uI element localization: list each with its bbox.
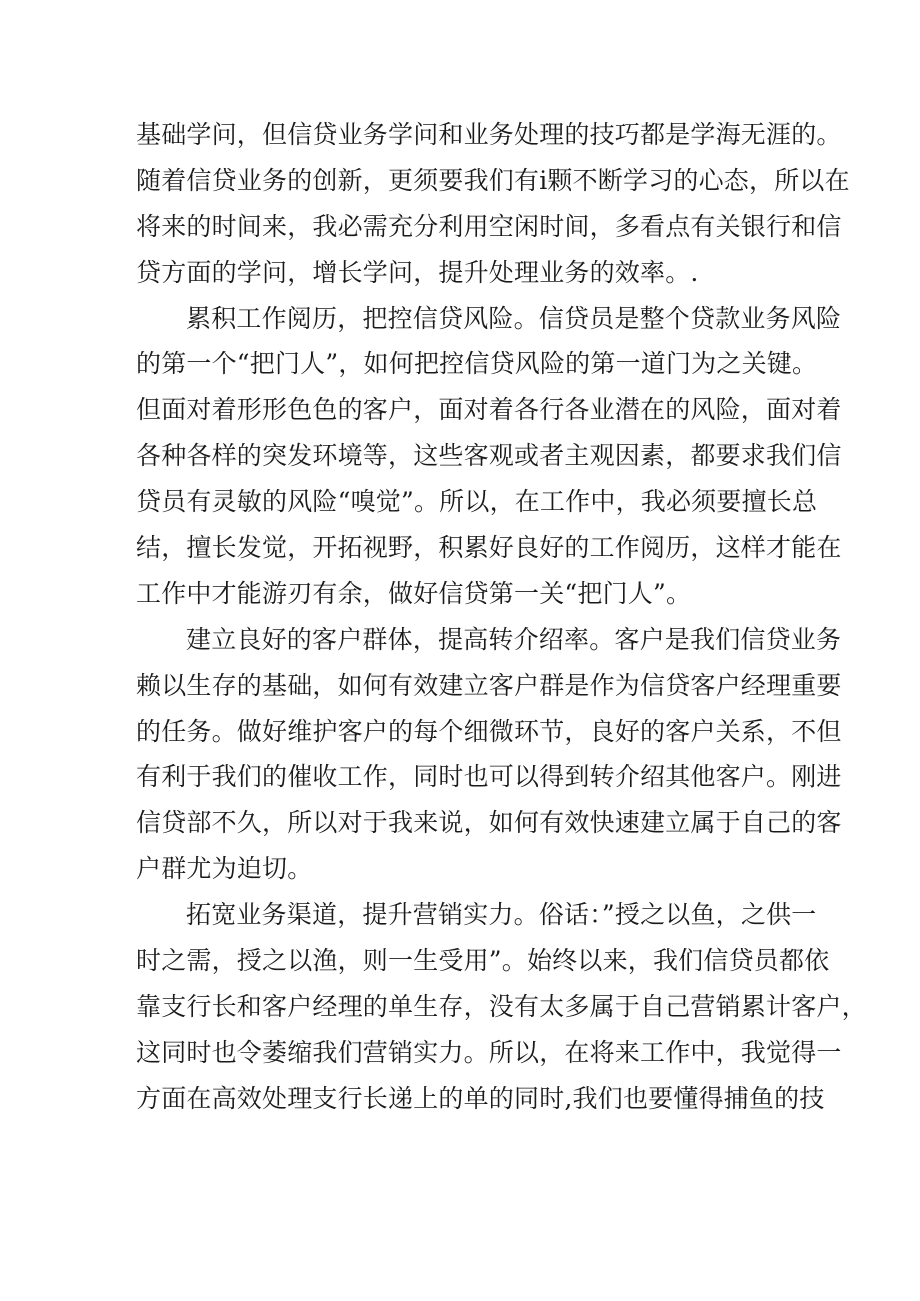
text-line: 信贷部不久，所以对于我来说，如何有效快速建立属于自己的客: [136, 808, 842, 838]
text-line: 结，擅长发觉，开拓视野，积累好良好的工作阅历，这样才能在: [136, 533, 842, 563]
text-line: 但面对着形形色色的客户，面对着各行各业潜在的风险，面对着: [136, 395, 842, 425]
document-body: [136, 112, 867, 1122]
text-line: 方面在高效处理支行长递上的单的同时,我们也要懂得捕鱼的技: [136, 1083, 825, 1113]
text-line: 累积工作阅历，把控信贷风险。信贷员是整个贷款业务风险: [186, 303, 842, 333]
text-line: 的第一个“把门人”，如何把控信贷风险的第一道门为之关键。: [136, 349, 818, 379]
text-line: 各种各样的突发环境等，这些客观或者主观因素，都要求我们信: [136, 441, 842, 471]
text-line: 这同时也令萎缩我们营销实力。所以，在将来工作中，我觉得一: [136, 1037, 842, 1067]
text-line: 贷方面的学问，增长学问，提升处理业务的效率。.: [136, 257, 699, 287]
text-line: 随着信贷业务的创新，更须要我们有i颗不断学习的心态，所以在: [136, 165, 850, 195]
text-line: 建立良好的客户群体，提高转介绍率。客户是我们信贷业务: [186, 624, 842, 654]
text-line: 有利于我们的催收工作，同时也可以得到转介绍其他客户。刚进: [136, 762, 842, 792]
text-line: 的任务。做好维护客户的每个细微环节，良好的客户关系，不但: [136, 716, 842, 746]
text-line: 基础学问，但信贷业务学问和业务处理的技巧都是学海无涯的。: [136, 120, 842, 149]
paragraph-3: [136, 617, 842, 892]
text-line: 时之需，授之以渔，则一生受用”。始终以来，我们信贷员都依: [136, 946, 830, 976]
text-line: 拓宽业务渠道，提升营销实力。俗话：”授之以鱼，之供一: [186, 900, 817, 930]
text-line: 将来的时间来，我必需充分利用空闲时间，多看点有关银行和信: [136, 211, 842, 241]
text-line: 靠支行长和客户经理的单生存，没有太多属于自己营销累计客户，: [136, 991, 867, 1021]
paragraph-1: [136, 112, 850, 296]
paragraph-2: [136, 296, 842, 617]
paragraph-4: [136, 892, 867, 1121]
text-line: 工作中才能游刃有余，做好信贷第一关“把门人”。: [136, 578, 692, 608]
text-line: 贷员有灵敏的风险“嗅觉”。所以，在工作中，我必须要擅长总: [136, 487, 818, 517]
text-line: 户群尤为迫切。: [136, 854, 313, 884]
text-line: 赖以生存的基础，如何有效建立客户群是作为信贷客户经理重要: [136, 670, 842, 700]
